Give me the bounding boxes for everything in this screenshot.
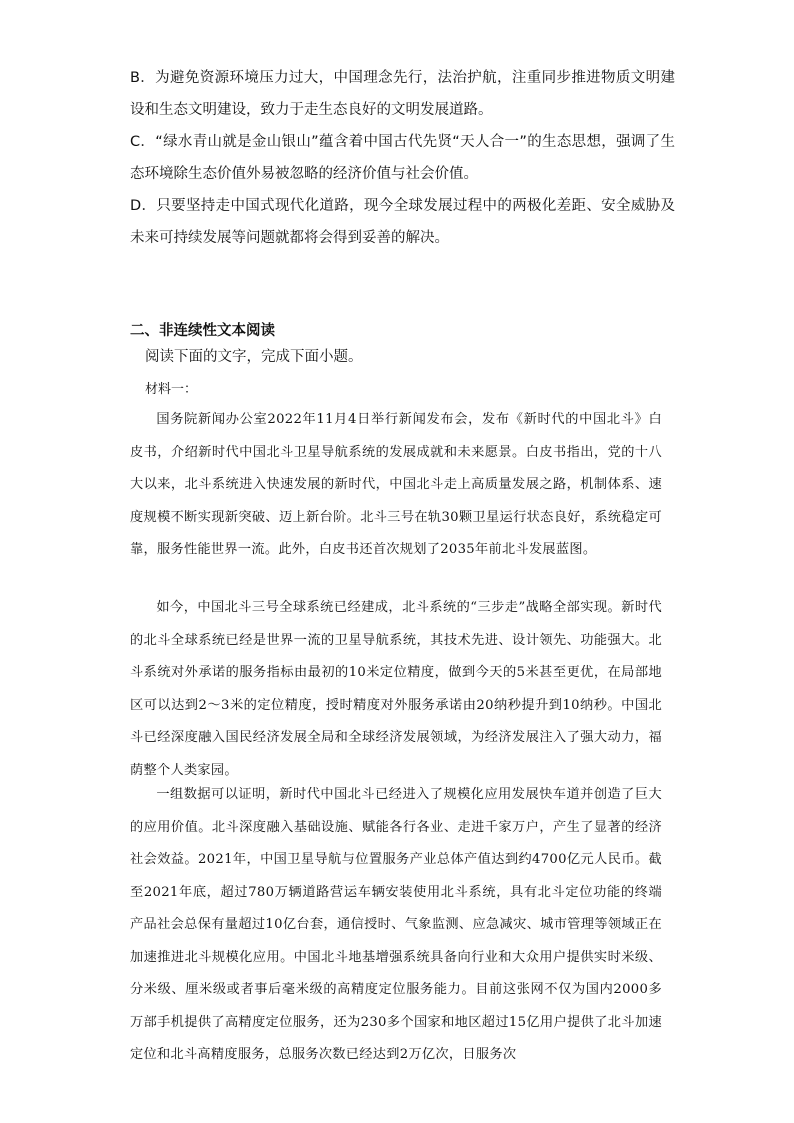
option-c: C．“绿水青山就是金山银山”蕴含着中国古代先贤“天人合一”的生态思想，强调了生态环境除生态价值外易被忽略的经济价值与社会价值。 xyxy=(130,134,675,182)
material-paragraph: 如今，中国北斗三号全球系统已经建成，北斗系统的“三步走”战略全部实现。新时代的北斗全球系统已经是世界一流的卫星导航系统，其技术先进、设计领先、功能强大。北斗系统对外承诺的服务指标由最初的10米定位精度，做到今天的5米甚至更优，在局部地区可以达到2～3米的定位精度，授时精度对外服务承诺由20纳秒提升到10纳秒。中国北斗已经深度融入国民经济发展全局和全球经济发展领域，为经济发展注入了强大动力，福荫整个人类家园。 xyxy=(130,600,662,778)
material-label: 材料一： xyxy=(145,382,198,397)
material-paragraph: 国务院新闻办公室2022年11月4日举行新闻发布会，发布《新时代的中国北斗》白皮书，介绍新时代中国北斗卫星导航系统的发展成就和未来愿景。白皮书指出，党的十八大以来，北斗系统进入快速发展的新时代，中国北斗走上高质量发展之路，机制体系、速度规模不断实现新突破、迈上新台阶。北斗三号在轨30颗卫星运行状态良好，系统稳定可靠，服务性能世界一流。此外，白皮书还首次规划了2035年前北斗发展蓝图。 xyxy=(130,412,662,557)
material-paragraph: 一组数据可以证明，新时代中国北斗已经进入了规模化应用发展快车道并创造了巨大的应用价值。北斗深度融入基础设施、赋能各行各业、走进千家万户，产生了显著的经济社会效益。2021年，中国卫星导航与位置服务产业总体产值达到约4700亿元人民币。截至2021年底，超过780万辆道路营运车辆安装使用北斗系统，具有北斗定位功能的终端产品社会总保有量超过10亿台套，通信授时、气象监测、应急减灾、城市管理等领域正在加速推进北斗规模化应用。中国北斗地基增强系统具备向行业和大众用户提供实时米级、分米级、厘米级或者事后毫米级的高精度定位服务能力。目前这张网不仅为国内2000多万部手机提供了高精度定位服务，还为230多个国家和地区超过15亿用户提供了北斗加速定位和北斗高精度服务，总服务次数已经达到2万亿次，日服务次 xyxy=(130,787,662,1062)
section-heading: 二、非连续性文本阅读 xyxy=(130,323,275,339)
reading-instruction: 阅读下面的文字，完成下面小题。 xyxy=(145,349,363,365)
option-b: B．为避免资源环境压力过大，中国理念先行，法治护航，注重同步推进物质文明建设和生态文明建设，致力于走生态良好的文明发展道路。 xyxy=(130,70,675,118)
option-d: D．只要坚持走中国式现代化道路，现今全球发展过程中的两极化差距、安全威胁及未来可持续发展等问题就都将会得到妥善的解决。 xyxy=(130,198,675,246)
